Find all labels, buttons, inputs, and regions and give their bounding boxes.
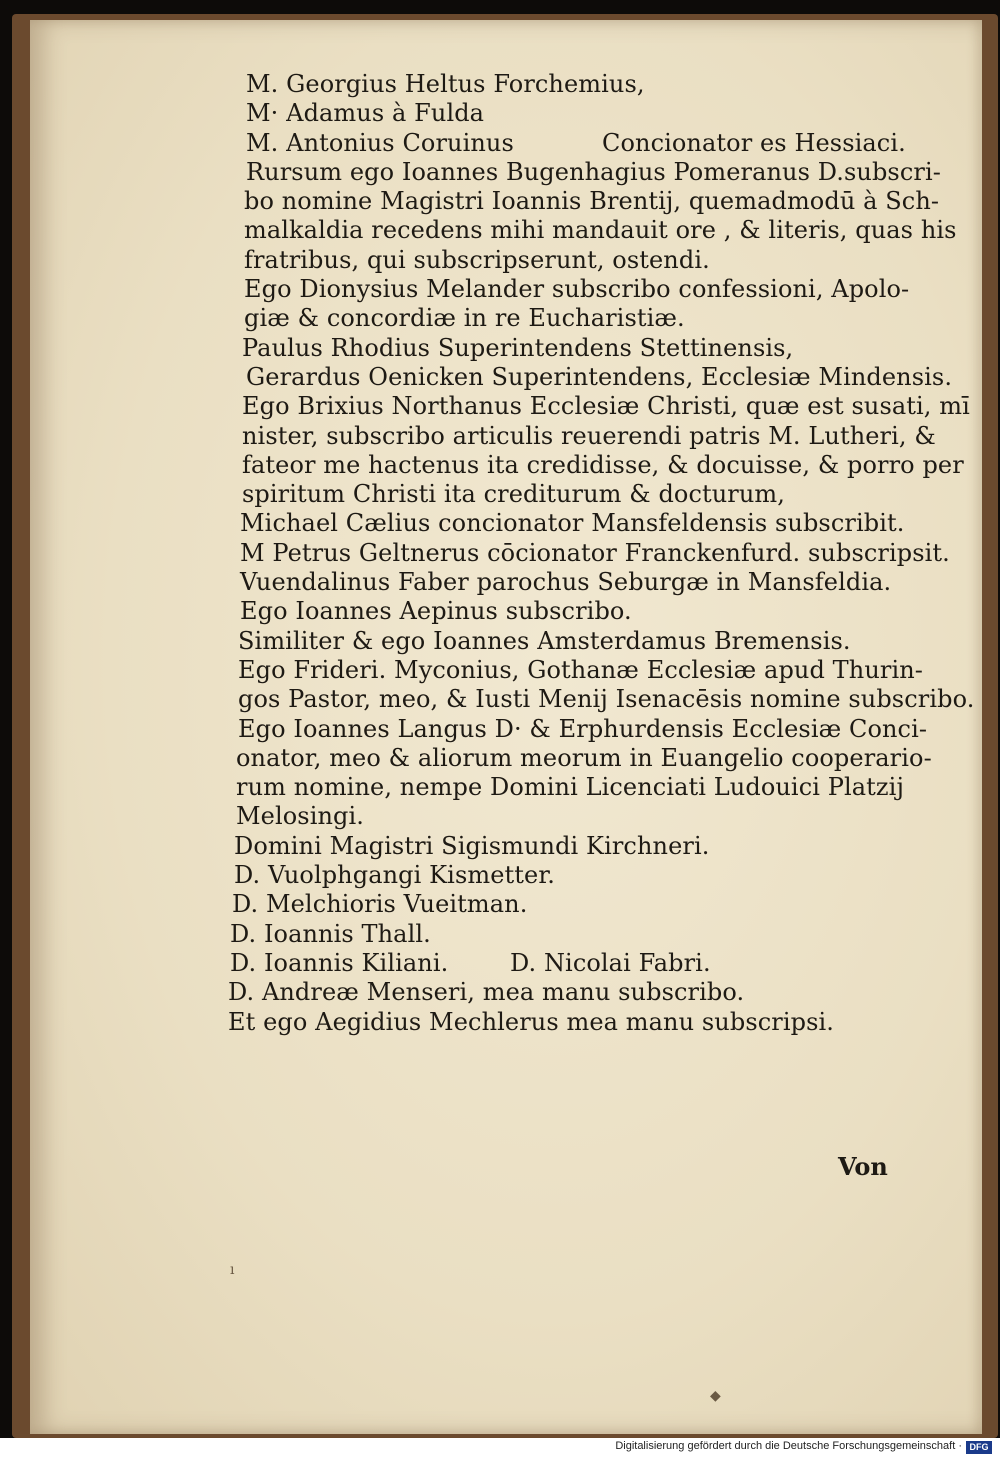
catchword: Von (838, 1152, 888, 1181)
text-line: Paulus Rhodius Superintendens Stettinensis, (242, 333, 794, 362)
text-line: gos Pastor, meo, & Iusti Menij Isenacēsis nomine subscribo. (238, 685, 975, 714)
text-line: Ego Frideri. Myconius, Gothanæ Ecclesiæ apud Thurin- (238, 655, 924, 684)
text-line: D. Vuolphgangi Kismetter. (234, 861, 555, 890)
text-line: Michael Cælius concionator Mansfeldensis subscribit. (240, 509, 905, 538)
text-line: Similiter & ego Ioannes Amsterdamus Bremensis. (238, 626, 851, 655)
margin-mark: ı (230, 1262, 235, 1278)
text-line: D. Melchioris Vueitman. (232, 890, 528, 919)
dfg-logo-icon: DFG (966, 1441, 992, 1454)
text-line: spiritum Christi ita crediturum & docturum, (242, 480, 786, 509)
text-line: M. Antonius Coruinus Concionator es Hessiaci. (246, 128, 906, 157)
text-line-right: D. Nicolai Fabri. (510, 948, 711, 977)
text-line: giæ & concordiæ in re Eucharistiæ. (244, 304, 685, 333)
text-line: Ego Ioannes Langus D· & Erphurdensis Ecclesiæ Conci- (238, 714, 928, 743)
text-line: Domini Magistri Sigismundi Kirchneri. (234, 831, 710, 860)
text-line: fratribus, qui subscripserunt, ostendi. (244, 245, 710, 274)
text-line: rum nomine, nempe Domini Licenciati Ludouici Platzij (236, 773, 904, 802)
text-line: nister, subscribo articulis reuerendi patris M. Lutheri, & (242, 421, 936, 450)
text-line: Rursum ego Ioannes Bugenhagius Pomeranus D.subscri- (246, 157, 941, 186)
text-line: fateor me hactenus ita credidisse, & docuisse, & porro per (242, 450, 964, 479)
page-text (212, 70, 975, 1037)
text-line: Ego Brixius Northanus Ecclesiæ Christi, quæ est susati, mī (242, 392, 970, 421)
text-line: D. Ioannis Thall. (230, 919, 431, 948)
text-line: onator, meo & aliorum meorum in Euangelio cooperario- (236, 743, 932, 772)
text-line: Vuendalinus Faber parochus Seburgæ in Mansfeldia. (240, 568, 892, 597)
text-line: Ego Dionysius Melander subscribo confessioni, Apolo- (244, 275, 910, 304)
text-line: M· Adamus à Fulda (246, 99, 485, 128)
text-line: D. Ioannis Kiliani. D. Nicolai Fabri. (230, 948, 711, 977)
text-line: Ego Ioannes Aepinus subscribo. (240, 597, 632, 626)
text-line: Et ego Aegidius Mechlerus mea manu subscripsi. (228, 1007, 835, 1036)
text-line: malkaldia recedens mihi mandauit ore , & literis, quas his (244, 216, 957, 245)
text-line: Melosingi. (236, 802, 365, 831)
text-line: D. Andreæ Menseri, mea manu subscribo. (228, 978, 745, 1007)
text-line: M Petrus Geltnerus cōcionator Franckenfurd. subscripsit. (240, 538, 950, 567)
ornament-mark: ◆ (710, 1388, 721, 1404)
text-line: bo nomine Magistri Ioannis Brentij, quemadmodū à Sch- (244, 187, 940, 216)
text-line-right: Concionator es Hessiaci. (602, 128, 906, 157)
text-line: M. Georgius Heltus Forchemius, (246, 70, 645, 98)
attribution-text: Digitalisierung gefördert durch die Deutsche Forschungsgemeinschaft · (615, 1440, 962, 1452)
text-line: Gerardus Oenicken Superintendens, Ecclesiæ Mindensis. (246, 362, 953, 391)
